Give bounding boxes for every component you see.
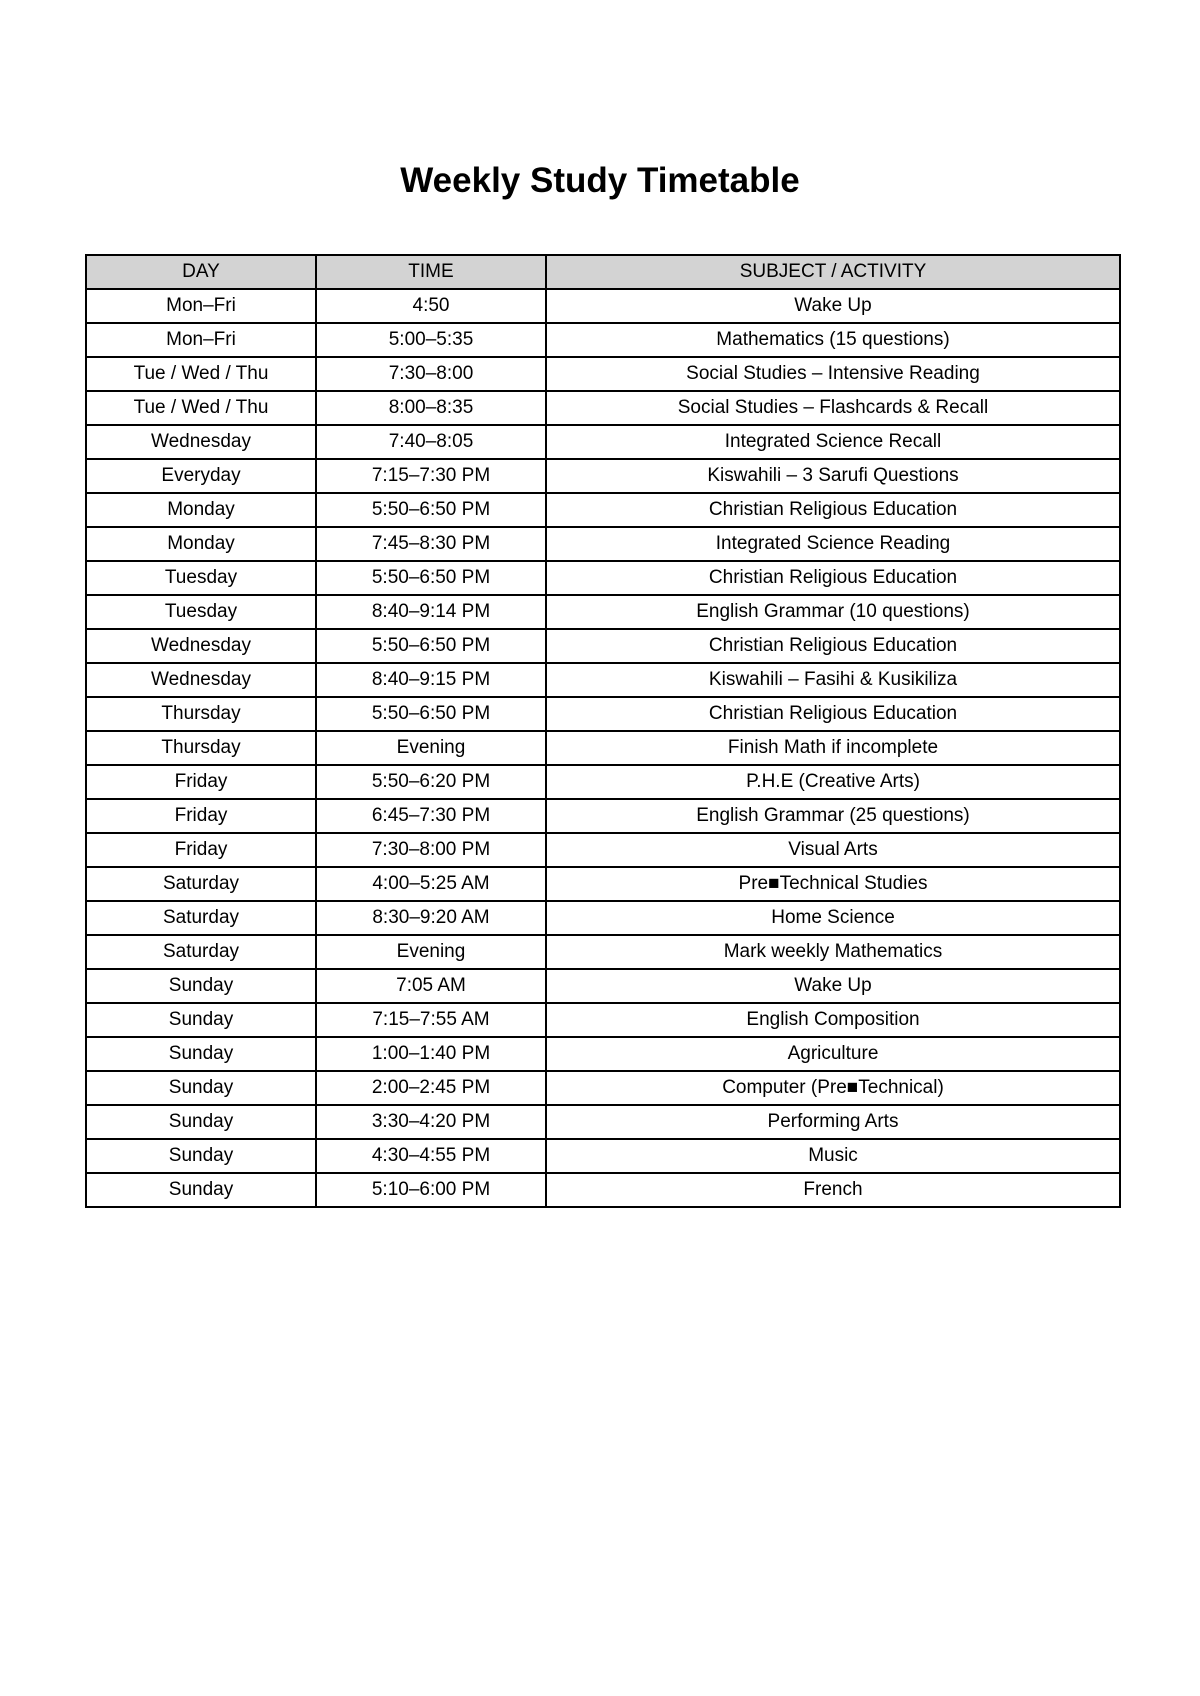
cell-subject: Agriculture — [546, 1037, 1120, 1071]
cell-day: Monday — [86, 527, 316, 561]
cell-day: Sunday — [86, 1003, 316, 1037]
cell-subject: Computer (Pre■Technical) — [546, 1071, 1120, 1105]
table-row — [86, 493, 1120, 527]
cell-subject: Christian Religious Education — [546, 697, 1120, 731]
table-row — [86, 391, 1120, 425]
table-row — [86, 357, 1120, 391]
table-row — [86, 1037, 1120, 1071]
cell-subject: Home Science — [546, 901, 1120, 935]
timetable — [85, 254, 1121, 1208]
cell-day: Thursday — [86, 697, 316, 731]
cell-subject: Integrated Science Reading — [546, 527, 1120, 561]
cell-day: Sunday — [86, 969, 316, 1003]
cell-time: Evening — [316, 935, 546, 969]
table-row — [86, 1105, 1120, 1139]
cell-day: Monday — [86, 493, 316, 527]
cell-time: 2:00–2:45 PM — [316, 1071, 546, 1105]
cell-time: 7:30–8:00 — [316, 357, 546, 391]
cell-subject: Music — [546, 1139, 1120, 1173]
cell-subject: Christian Religious Education — [546, 561, 1120, 595]
cell-subject: English Composition — [546, 1003, 1120, 1037]
cell-day: Mon–Fri — [86, 289, 316, 323]
table-row — [86, 289, 1120, 323]
cell-day: Sunday — [86, 1173, 316, 1207]
cell-time: 5:50–6:50 PM — [316, 493, 546, 527]
table-row — [86, 629, 1120, 663]
cell-subject: Kiswahili – 3 Sarufi Questions — [546, 459, 1120, 493]
cell-day: Everyday — [86, 459, 316, 493]
cell-subject: English Grammar (10 questions) — [546, 595, 1120, 629]
cell-time: Evening — [316, 731, 546, 765]
cell-subject: Social Studies – Flashcards & Recall — [546, 391, 1120, 425]
cell-subject: Integrated Science Recall — [546, 425, 1120, 459]
table-row — [86, 459, 1120, 493]
table-row — [86, 1071, 1120, 1105]
cell-day: Tuesday — [86, 595, 316, 629]
cell-day: Sunday — [86, 1037, 316, 1071]
cell-day: Tue / Wed / Thu — [86, 357, 316, 391]
cell-subject: Pre■Technical Studies — [546, 867, 1120, 901]
cell-subject: Visual Arts — [546, 833, 1120, 867]
header-row — [86, 255, 1120, 289]
cell-day: Tue / Wed / Thu — [86, 391, 316, 425]
cell-time: 7:15–7:30 PM — [316, 459, 546, 493]
cell-time: 7:15–7:55 AM — [316, 1003, 546, 1037]
cell-time: 7:40–8:05 — [316, 425, 546, 459]
cell-time: 5:50–6:20 PM — [316, 765, 546, 799]
cell-subject: Finish Math if incomplete — [546, 731, 1120, 765]
cell-subject: Kiswahili – Fasihi & Kusikiliza — [546, 663, 1120, 697]
cell-day: Sunday — [86, 1139, 316, 1173]
table-row — [86, 663, 1120, 697]
cell-subject: French — [546, 1173, 1120, 1207]
cell-time: 7:30–8:00 PM — [316, 833, 546, 867]
table-row — [86, 595, 1120, 629]
cell-subject: Mathematics (15 questions) — [546, 323, 1120, 357]
cell-subject: Wake Up — [546, 969, 1120, 1003]
cell-day: Thursday — [86, 731, 316, 765]
header-time: TIME — [316, 255, 546, 289]
table-header — [86, 255, 1120, 289]
cell-subject: Performing Arts — [546, 1105, 1120, 1139]
cell-time: 4:00–5:25 AM — [316, 867, 546, 901]
table-row — [86, 425, 1120, 459]
cell-day: Friday — [86, 833, 316, 867]
cell-day: Sunday — [86, 1105, 316, 1139]
table-row — [86, 833, 1120, 867]
table-row — [86, 1173, 1120, 1207]
cell-time: 5:10–6:00 PM — [316, 1173, 546, 1207]
cell-day: Saturday — [86, 935, 316, 969]
cell-subject: Wake Up — [546, 289, 1120, 323]
cell-day: Saturday — [86, 901, 316, 935]
cell-subject: P.H.E (Creative Arts) — [546, 765, 1120, 799]
cell-day: Wednesday — [86, 425, 316, 459]
cell-subject: Social Studies – Intensive Reading — [546, 357, 1120, 391]
cell-day: Friday — [86, 765, 316, 799]
cell-subject: English Grammar (25 questions) — [546, 799, 1120, 833]
cell-day: Mon–Fri — [86, 323, 316, 357]
cell-subject: Christian Religious Education — [546, 629, 1120, 663]
cell-time: 5:50–6:50 PM — [316, 629, 546, 663]
cell-day: Saturday — [86, 867, 316, 901]
cell-time: 8:30–9:20 AM — [316, 901, 546, 935]
cell-time: 8:40–9:14 PM — [316, 595, 546, 629]
table-row — [86, 901, 1120, 935]
cell-time: 8:40–9:15 PM — [316, 663, 546, 697]
table-row — [86, 799, 1120, 833]
cell-time: 5:50–6:50 PM — [316, 561, 546, 595]
cell-day: Wednesday — [86, 629, 316, 663]
header-day: DAY — [86, 255, 316, 289]
table-row — [86, 731, 1120, 765]
cell-subject: Mark weekly Mathematics — [546, 935, 1120, 969]
cell-time: 5:00–5:35 — [316, 323, 546, 357]
cell-day: Wednesday — [86, 663, 316, 697]
cell-day: Friday — [86, 799, 316, 833]
table-body — [86, 289, 1120, 1207]
table-row — [86, 527, 1120, 561]
cell-time: 4:30–4:55 PM — [316, 1139, 546, 1173]
cell-time: 3:30–4:20 PM — [316, 1105, 546, 1139]
table-row — [86, 697, 1120, 731]
table-row — [86, 969, 1120, 1003]
table-row — [86, 1139, 1120, 1173]
cell-time: 7:45–8:30 PM — [316, 527, 546, 561]
cell-subject: Christian Religious Education — [546, 493, 1120, 527]
cell-time: 4:50 — [316, 289, 546, 323]
table-row — [86, 323, 1120, 357]
cell-day: Tuesday — [86, 561, 316, 595]
cell-day: Sunday — [86, 1071, 316, 1105]
cell-time: 8:00–8:35 — [316, 391, 546, 425]
cell-time: 1:00–1:40 PM — [316, 1037, 546, 1071]
header-subject: SUBJECT / ACTIVITY — [546, 255, 1120, 289]
table-row — [86, 561, 1120, 595]
table-row — [86, 935, 1120, 969]
table-row — [86, 765, 1120, 799]
cell-time: 6:45–7:30 PM — [316, 799, 546, 833]
cell-time: 5:50–6:50 PM — [316, 697, 546, 731]
table-row — [86, 1003, 1120, 1037]
cell-time: 7:05 AM — [316, 969, 546, 1003]
table-row — [86, 867, 1120, 901]
page-title: Weekly Study Timetable — [400, 161, 800, 200]
